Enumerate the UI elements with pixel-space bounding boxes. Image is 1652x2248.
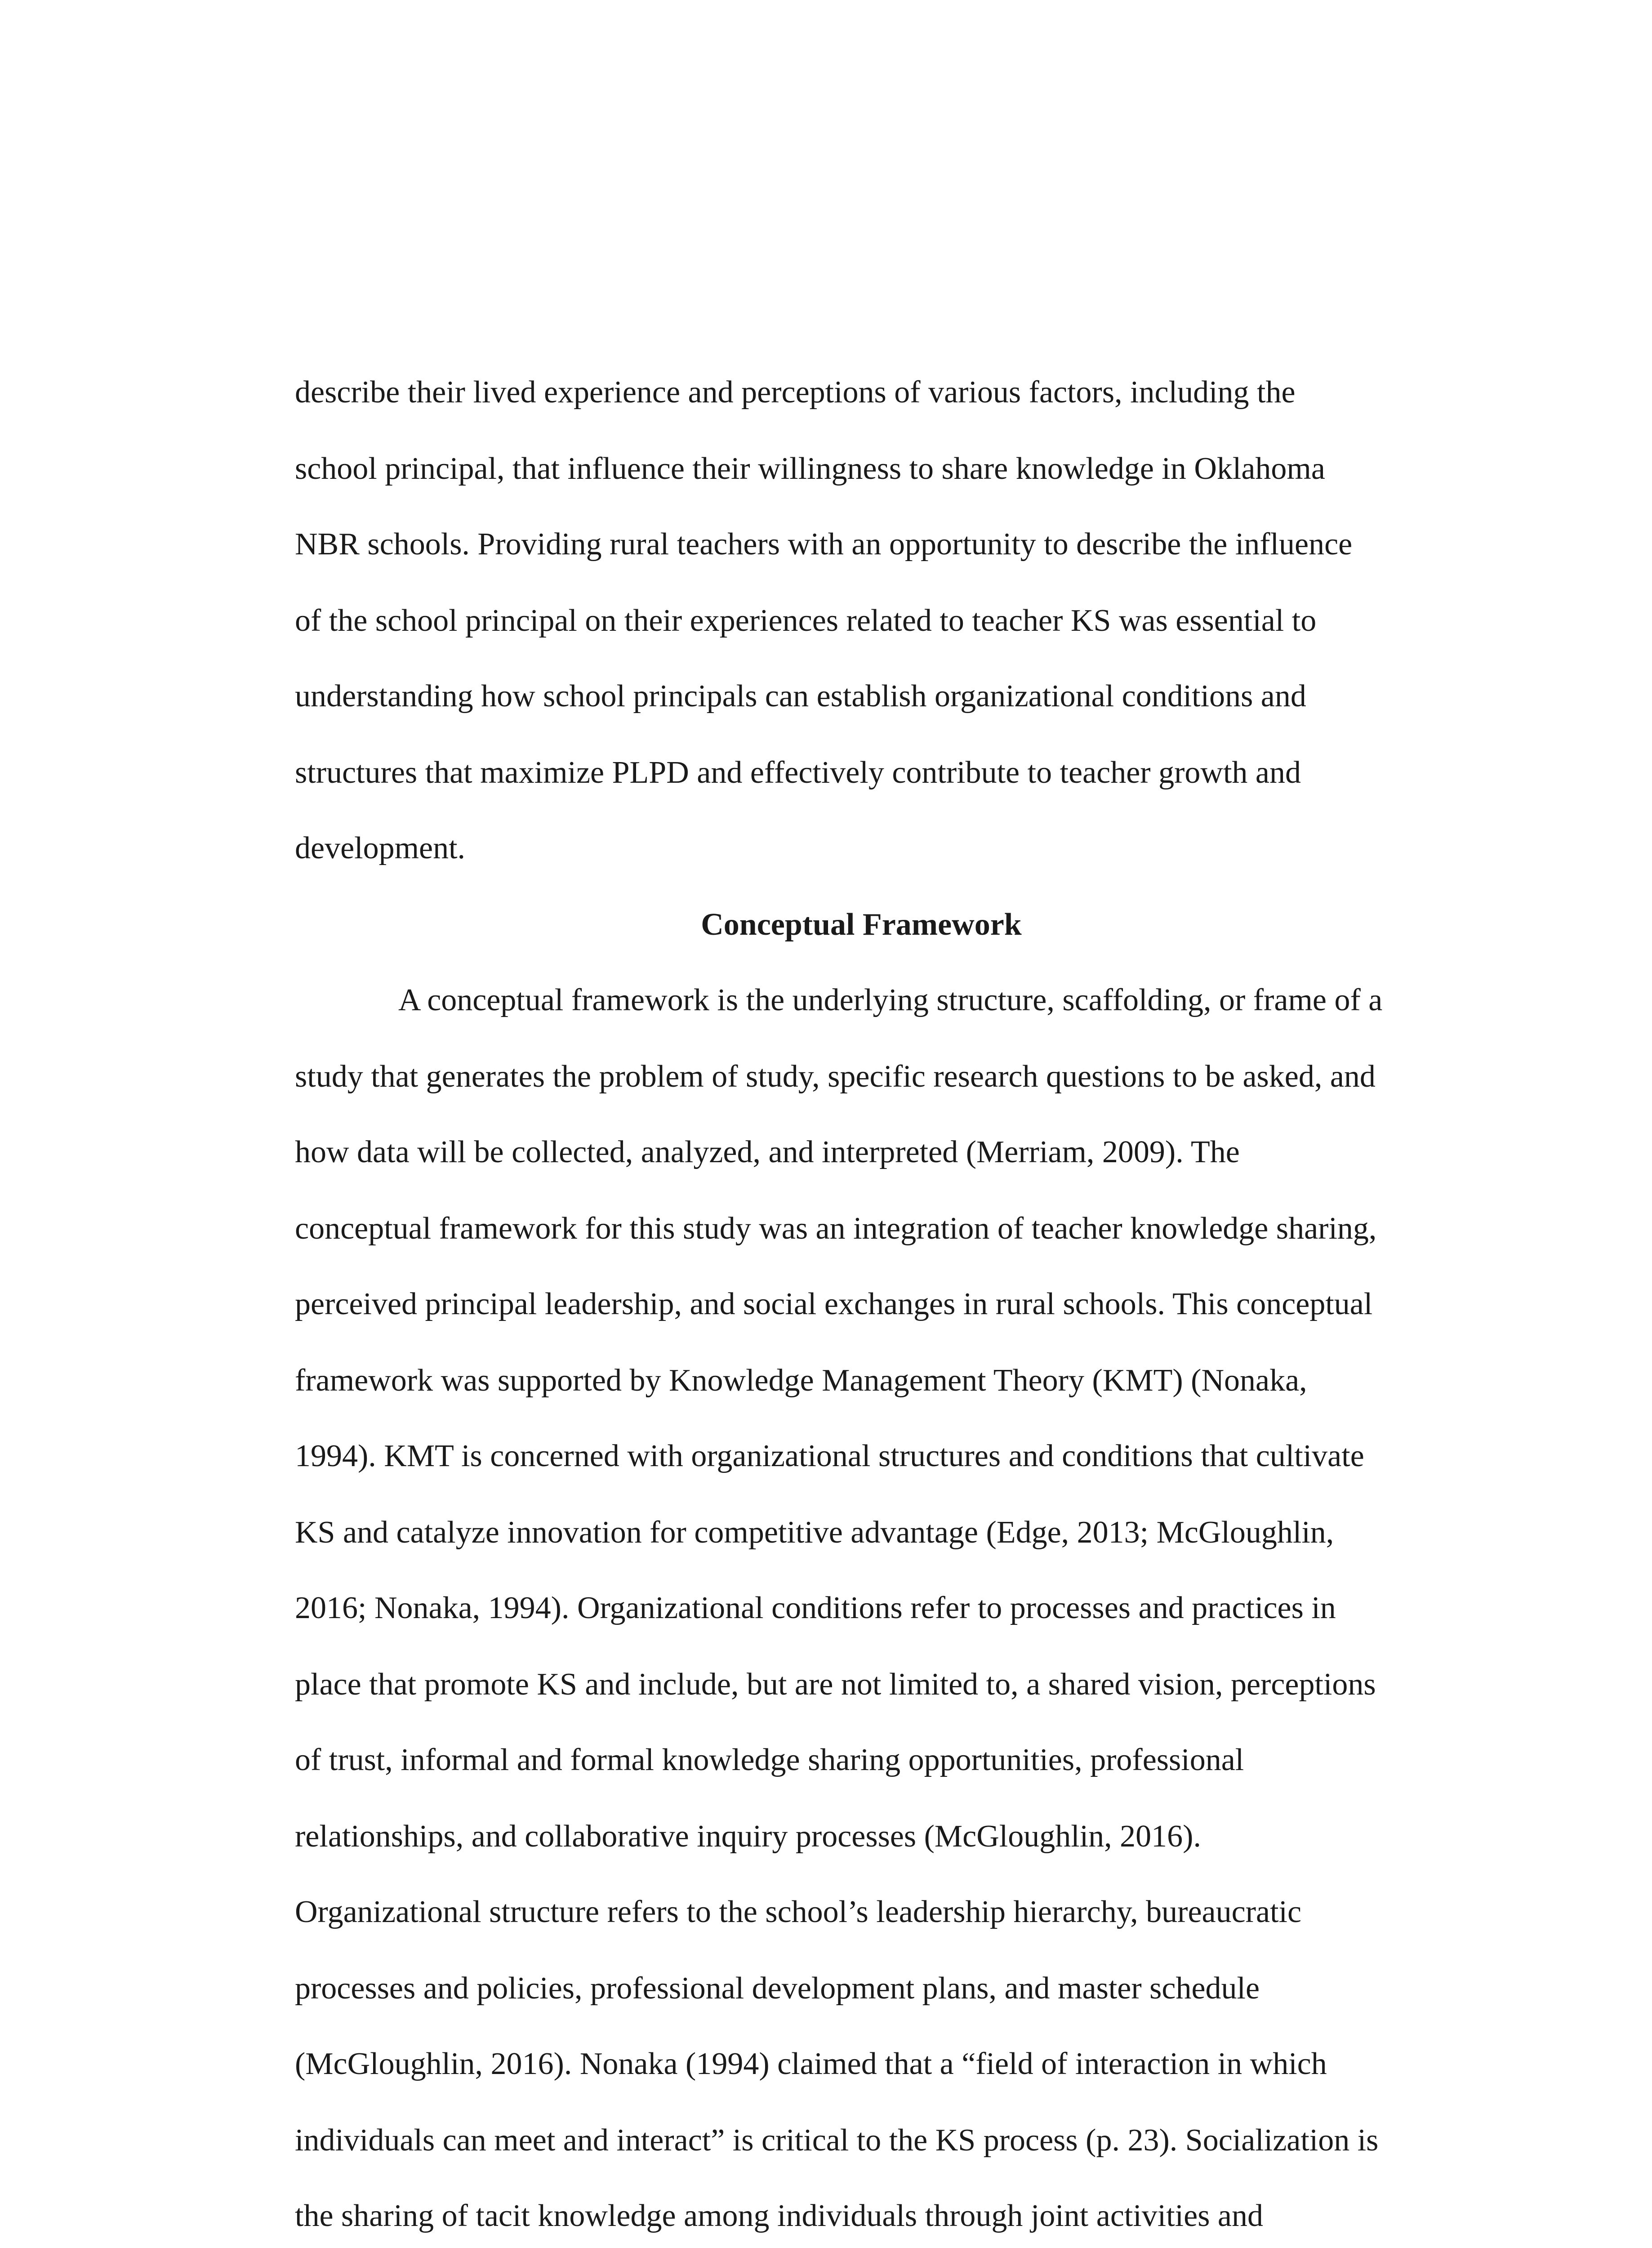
paragraph-2-line: of trust, informal and formal knowledge sharing opportunities, professional <box>295 1743 1244 1777</box>
paragraph-2-line: A conceptual framework is the underlying structure, scaffolding, or frame of a <box>398 983 1383 1017</box>
paragraph-2-line: relationships, and collaborative inquiry processes (McGloughlin, 2016). <box>295 1819 1201 1854</box>
paragraph-2-line: 1994). KMT is concerned with organizational structures and conditions that cultivate <box>295 1439 1364 1473</box>
paragraph-2-line: 2016; Nonaka, 1994). Organizational conditions refer to processes and practices in <box>295 1591 1336 1625</box>
paragraph-1-line: development. <box>295 831 466 865</box>
paragraph-2-line: the sharing of tacit knowledge among individuals through joint activities and <box>295 2199 1264 2233</box>
paragraph-1-line: understanding how school principals can establish organizational conditions and <box>295 679 1306 714</box>
section-heading: Conceptual Framework <box>701 907 1022 942</box>
paragraph-2-line: study that generates the problem of study, specific research questions to be asked, and <box>295 1059 1376 1094</box>
paragraph-2-line: framework was supported by Knowledge Management Theory (KMT) (Nonaka, <box>295 1363 1307 1398</box>
paragraph-1-line: school principal, that influence their willingness to share knowledge in Oklahoma <box>295 451 1325 486</box>
paragraph-2-line: processes and policies, professional development plans, and master schedule <box>295 1971 1260 2006</box>
paragraph-1-line: structures that maximize PLPD and effectively contribute to teacher growth and <box>295 755 1301 790</box>
paragraph-1-line: NBR schools. Providing rural teachers with an opportunity to describe the influence <box>295 527 1353 562</box>
paragraph-2-line: KS and catalyze innovation for competitive advantage (Edge, 2013; McGloughlin, <box>295 1515 1334 1550</box>
paragraph-2-line: conceptual framework for this study was an integration of teacher knowledge sharing, <box>295 1211 1377 1246</box>
paragraph-2-line: (McGloughlin, 2016). Nonaka (1994) claimed that a “field of interaction in which <box>295 2047 1327 2081</box>
paragraph-2-line: perceived principal leadership, and social exchanges in rural schools. This conceptual <box>295 1287 1373 1321</box>
paragraph-1-line: describe their lived experience and perceptions of various factors, including the <box>295 375 1296 410</box>
paragraph-2-line: place that promote KS and include, but are not limited to, a shared vision, perceptions <box>295 1667 1376 1702</box>
paragraph-2-line: individuals can meet and interact” is critical to the KS process (p. 23). Socialization is <box>295 2123 1379 2158</box>
paragraph-2-line: how data will be collected, analyzed, and interpreted (Merriam, 2009). The <box>295 1135 1240 1169</box>
paragraph-1-line: of the school principal on their experiences related to teacher KS was essential to <box>295 603 1317 638</box>
paragraph-2-line: Organizational structure refers to the school’s leadership hierarchy, bureaucratic <box>295 1895 1302 1929</box>
